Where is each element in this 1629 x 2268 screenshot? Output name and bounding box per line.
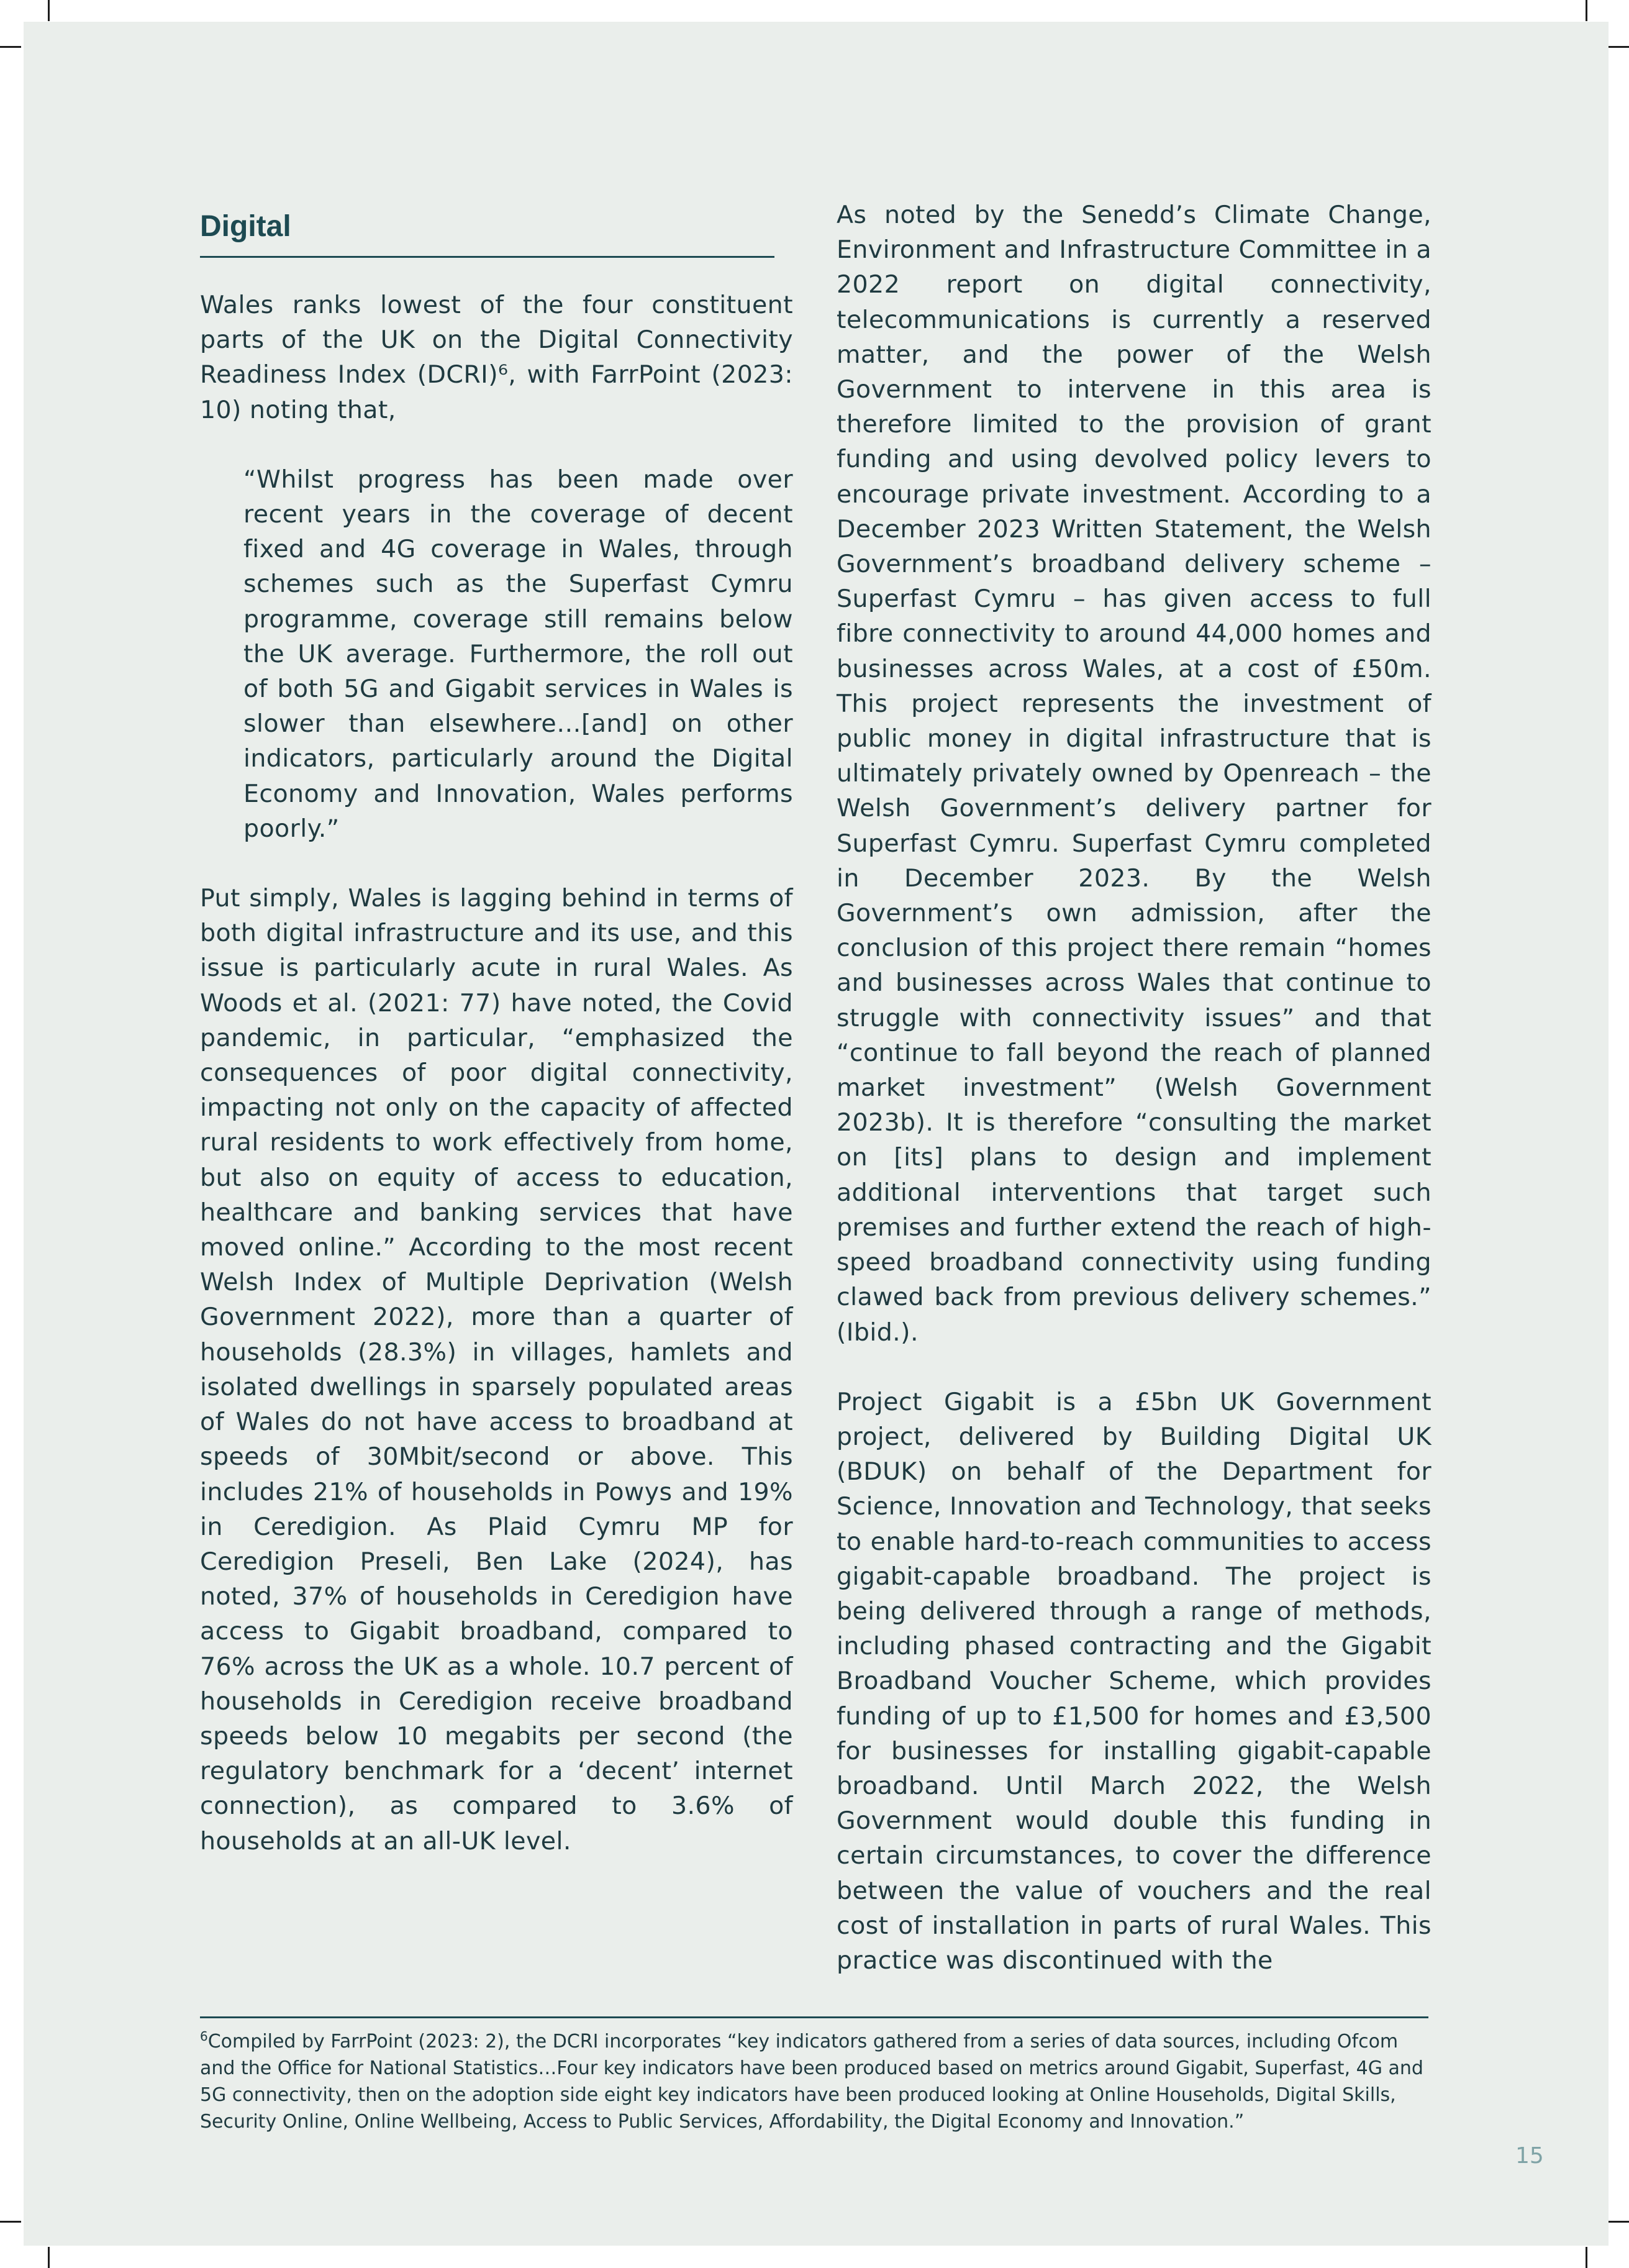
section-heading: Digital xyxy=(200,210,291,243)
paragraph-senedd: As noted by the Senedd’s Climate Change, Environment and Infrastructure Committee in a 2022 report on digital connectivity, telecommunications is currently a reserved matter, and the power of the Welsh Government to intervene in this area is therefore limited to the provision of grant funding and using devolved policy levers to encourage private investment. According to a December 2023 Written Statement, the Welsh Government’s broadband delivery scheme – Superfast Cymru – has given access to full fibre connectivity to around 44,000 homes and businesses across Wales, at a cost of £50m. This project represents the investment of public money in digital infrastructure that is ultimately privately owned by Openreach – the Welsh Government’s delivery partner for Superfast Cymru. Superfast Cymru completed in December 2023. By the Welsh Government’s own admission, after the conclusion of this project there remain “homes and businesses across Wales that continue to struggle with connectivity issues” and that “continue to fall beyond the reach of planned market investment” (Welsh Government 2023b). It is therefore “consulting the market on [its] plans to design and implement additional interventions that target such premises and further extend the reach of high-speed broadband connectivity using funding clawed back from previous delivery schemes.” (Ibid.). xyxy=(837,201,1432,1347)
crop-mark xyxy=(0,46,21,48)
crop-mark xyxy=(1586,2247,1587,2268)
footnote-body: Compiled by FarrPoint (2023: 2), the DCRI incorporates “key indicators gathered from a series of data sources, including Ofcom and the Office for National Statistics…Four key indicators have been produced based on metrics around Gigabit, Superfast, 4G and 5G connectivity, then on the adoption side eight key indicators have been produced looking at Online Households, Digital Skills, Security Online, Online Wellbeing, Access to Public Services, Affordability, the Digital Economy and Innovation.” xyxy=(200,2031,1423,2133)
left-column xyxy=(200,205,793,1859)
right-column xyxy=(837,198,1432,1978)
paragraph-project-gigabit: Project Gigabit is a £5bn UK Government project, delivered by Building Digital UK (BDUK) on behalf of the Department for Science, Innovation and Technology, that seeks to enable hard-to-reach communities to access gigabit-capable broadband. The project is being delivered through a range of methods, including phased contracting and the Gigabit Broadband Voucher Scheme, which provides funding of up to £1,500 for homes and £3,500 for businesses for installing gigabit-capable broadband. Until March 2022, the Welsh Government would double this funding in certain circumstances, to cover the difference between the value of vouchers and the real cost of installation in parts of rural Wales. This practice was discontinued with the xyxy=(837,1387,1432,1975)
block-quote: “Whilst progress has been made over recent years in the coverage of decent fixed and 4G coverage in Wales, through schemes such as the Superfast Cymru programme, coverage still remains below the UK average. Furthermore, the roll out of both 5G and Gigabit services in Wales is slower than elsewhere…[and] on other indicators, particularly around the Digital Economy and Innovation, Wales performs poorly.” xyxy=(243,465,793,843)
crop-mark xyxy=(48,0,50,21)
crop-mark xyxy=(1586,0,1587,21)
page-number: 15 xyxy=(1515,2143,1544,2169)
crop-mark xyxy=(48,2247,50,2268)
paragraph-intro: Wales ranks lowest of the four constituent parts of the UK on the Digital Connectivity Readiness Index (DCRI)⁶, with FarrPoint (2023: 10) noting that, xyxy=(200,291,793,424)
heading-divider xyxy=(200,256,774,258)
crop-mark xyxy=(0,2221,21,2223)
footnote xyxy=(200,2016,1428,2135)
footnote-text xyxy=(200,2023,1428,2135)
crop-mark xyxy=(1608,2221,1629,2223)
footnote-marker: 6 xyxy=(200,2029,208,2044)
paragraph-put-simply: Put simply, Wales is lagging behind in terms of both digital infrastructure and its use, and this issue is particularly acute in rural Wales. As Woods et al. (2021: 77) have noted, the Covid pandemic, in particular, “emphasized the consequences of poor digital connectivity, impacting not only on the capacity of affected rural residents to work effectively from home, but also on equity of access to education, healthcare and banking services that have moved online.” According to the most recent Welsh Index of Multiple Deprivation (Welsh Government 2022), more than a quarter of households (28.3%) in villages, hamlets and isolated dwellings in sparsely populated areas of Wales do not have access to broadband at speeds of 30Mbit/second or above. This includes 21% of households in Powys and 19% in Ceredigion. As Plaid Cymru MP for Ceredigion Preseli, Ben Lake (2024), has noted, 37% of households in Ceredigion have access to Gigabit broadband, compared to 76% across the UK as a whole. 10.7 percent of households in Ceredigion receive broadband speeds below 10 megabits per second (the regulatory benchmark for a ‘decent’ internet connection), as compared to 3.6% of households at an all-UK level. xyxy=(200,884,793,1856)
crop-mark xyxy=(1608,46,1629,48)
footnote-divider xyxy=(200,2016,1428,2018)
